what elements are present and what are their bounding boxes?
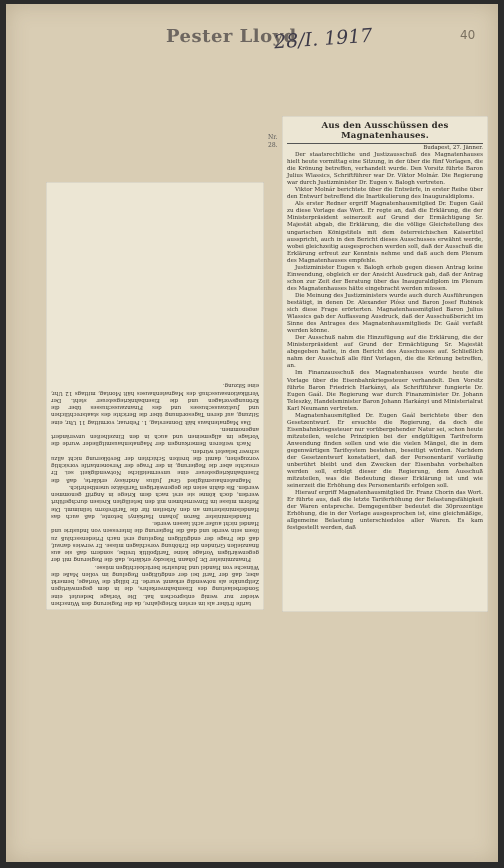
paragraph: tarife früher als im ersten Kriegsjahre, da die Regierung den Wünschen wieder nur wenig entsprochen hat. Die Vorlage bedeutet eine Sonderbelastung des Eisenbahnverkehrs, die in dem gegenwärtigen Zeitpunkte als notwendig erkannt wurde. Er billigt die Vorlage, bemerkt aber, daß der Tarif bei der endgültigen Regelung im vollen Maße die Wünsche von Handel und Industrie berücksichtigen müsse.: [51, 563, 259, 606]
article-headline: Aus den Ausschüssen des Magnatenhauses.: [287, 121, 483, 144]
rotated-text-block: [51, 186, 259, 606]
paragraph: Der staatsrechtliche und Justizausschuß des Magnatenhauses hielt heute vormittag eine Sitzung, in der über die fünf Vorlagen, die die Krönung betreffen, verhandelt wurde. Den Vorsitz führte Baron Julius Wlassics, Schriftführer war Dr. Viktor Molnár. Die Regierung war durch Justizminister Dr. Eugen v. Balogh vertreten.: [287, 152, 483, 187]
edge-mark: Nr. 28.: [268, 134, 278, 149]
paragraph: Magnatenhausmitglied Dr. Eugen Gaál berichtete über den Gesetzentwurf. Er ersuchte die Regierung, da doch die Eisenbahnkriegssteuer nur vorübergehender Natur sei, schon heute mitzuteilen, welche Prinzipien bei der endgültigen Tarifreform Anwendung finden sollen und wie die vielen Mängel, die in dem gegenwärtigen Tarifsystem bestehen, beseitigt würden. Nachdem der Gesetzentwurf konstatiert, daß der Personentarif vorläufig unberührt bleibt und den Zwecken der Eisenbahn vorbehalten werden soll, erfolgt dieser die Regierung, dem Ausschuß mitzuteilen, was die Bedeutung dieser Erklärung ist und wie seinerzeit die Erhöhung des Personentarifs erfolgen soll.: [287, 412, 483, 490]
handwritten-date: 28/I. 1917: [273, 24, 374, 54]
paragraph: Der Ausschuß nahm die Hinzufügung auf die Erklärung, die der Ministerpräsident auf Grund der Ermächtigung Sr. Majestät abgegeben hatte, in den Bericht des Ausschusses auf. Schließlich nahm der Ausschuß alle fünf Vorlagen, die die Krönung betreffen, an.: [287, 335, 483, 370]
paragraph: Viktor Molnár berichtete über die Entwürfe, in erster Reihe über den Entwurf betreffend die Inartikulierung des Inauguraldiploms.: [287, 187, 483, 201]
newspaper-clipping-left-upside-down: [46, 182, 264, 610]
paragraph: Als erster Redner ergriff Magnatenhausmitglied Dr. Eugen Gaál zu diese Vorlage das Wort. Er regte an, daß die Erklärung, die der Ministerpräsident seinerzeit auf Grund der Ermächtigung Sr. Majestät abgab, die Erklärung, die die völlige Gleichstellung des ungarischen Königstitels mit dem österreichischen Kaisertitel ausspricht, auch in den Bericht dieses Ausschusses erwähnt werde, wobei gleichzeitig ausgesprochen werden soll, daß der Ausschuß die Erklärung erfreut zur Kenntnis nehme und daß auch dem Plenum des Magnatenhauses empfehle.: [287, 201, 483, 264]
paragraph: Magnatenhausmitglied Graf Julius Andrássy erklärte, daß die Eisenbahnkriegssteuer eine unvermeidliche Notwendigkeit sei. Er ersuchte aber die Regierung, in der Frage der Personentarife vorsichtig vorzugehen, damit die breiten Schichten der Bevölkerung nicht allzu schwer belastet würden.: [51, 447, 259, 483]
paragraph: Finanzminister Dr. Johann Teleszky erklärte, daß die Regierung mit der gegenwärtigen Vorlage keine Tarifpolitik treibe, sondern daß sie aus finanziellen Gründen die Erhöhung vorschlagen müsse. Er verwies darauf, daß die Frage der endgültigen Regelung erst nach Friedensschluß zu lösen sein werde und daß die Regierung die Interessen von Industrie und Handel nicht außer acht lassen werde.: [51, 520, 259, 563]
paragraph: Handelsminister Baron Johann Harkányi betonte, daß auch das Handelsministerium an den Arbeiten für die Tarifreform teilnimmt. Die Reform müsse im Einvernehmen mit den beteiligten Kreisen durchgeführt werden, doch könne sie erst nach dem Kriege in Angriff genommen werden. Bis dahin seien die gegenwärtigen Tarifsätze unentbehrlich.: [51, 484, 259, 519]
masthead-stamp: Pester Lloyd: [166, 26, 297, 47]
paragraph: Hierauf ergriff Magnatenhausmitglied Dr. Franz Chorin das Wort. Er führte aus, daß die letzte Tariferhöhung der Belastungsfähigkeit der Waren entspreche. Demgegenüber bedeutet die 30prozentige Erhöhung, die in der Vorlage ausgesprochen ist, eine gleichmäßige, allgemeine Belastung unterschiedslos aller Waren. Es kam festgestellt werden, daß: [287, 490, 483, 532]
paragraph: Justizminister Eugen v. Balogh erhob gegen diesen Antrag keine Einwendung, obgleich er der Ansicht Ausdruck gab, daß der Antrag schon zur Zeit der Beratung über das Inauguraldiplom im Plenum des Magnatenhauses hätte eingebracht werden müssen.: [287, 264, 483, 292]
article-dateline: Budapest, 27. Jänner.: [423, 145, 483, 151]
paragraph: Das Magnatenhaus hält Donnerstag, 1. Februar, vormittag 11 Uhr, eine Sitzung, auf deren Tagesordnung über die Berichte des staatsrechtlichen und Justizausschusses und des Finanzausschusses über die Krönungsvorlagen und die Eisenbahnkriegssteuer steht. Der Verifikationsausschuß des Magnatenhauses hält Montag, mittags 12 Uhr, eine Sitzung.: [51, 382, 259, 425]
paragraph: Die Meinung des Justizministers wurde auch durch Ausführungen bestätigt, in denen Dr. Alexander Plósz und Baron Josef Rubinek sich diese Frage erörterten. Magnatenhausmitglied Baron Julius Wlassics gab der Auffassung Ausdruck, daß der Ausschußbericht im Sinne des Antrages des Magnatenhausmitglieds Dr. Gaál verfaßt werden könne.: [287, 292, 483, 335]
paragraph: Nach weiteren Bemerkungen der Magnatenhausmitglieder wurde die Vorlage im allgemeinen und auch in den Einzelheiten unverändert angenommen.: [51, 426, 259, 447]
archive-sheet: [6, 4, 498, 862]
pencil-note: 40: [460, 28, 476, 42]
paragraph: Im Finanzausschuß des Magnatenhauses wurde heute die Vorlage über die Eisenbahnkriegssteuer verhandelt. Den Vorsitz führte Baron Friedrich Harkányi, als Schriftführer fungierte Dr. Eugen Gaál. Die Regierung war durch Finanzminister Dr. Johann Teleszky, Handelsminister Baron Johann Harkányi und Ministerialrat Karl Neumann vertreten.: [287, 370, 483, 412]
newspaper-clipping-right: [282, 116, 488, 612]
